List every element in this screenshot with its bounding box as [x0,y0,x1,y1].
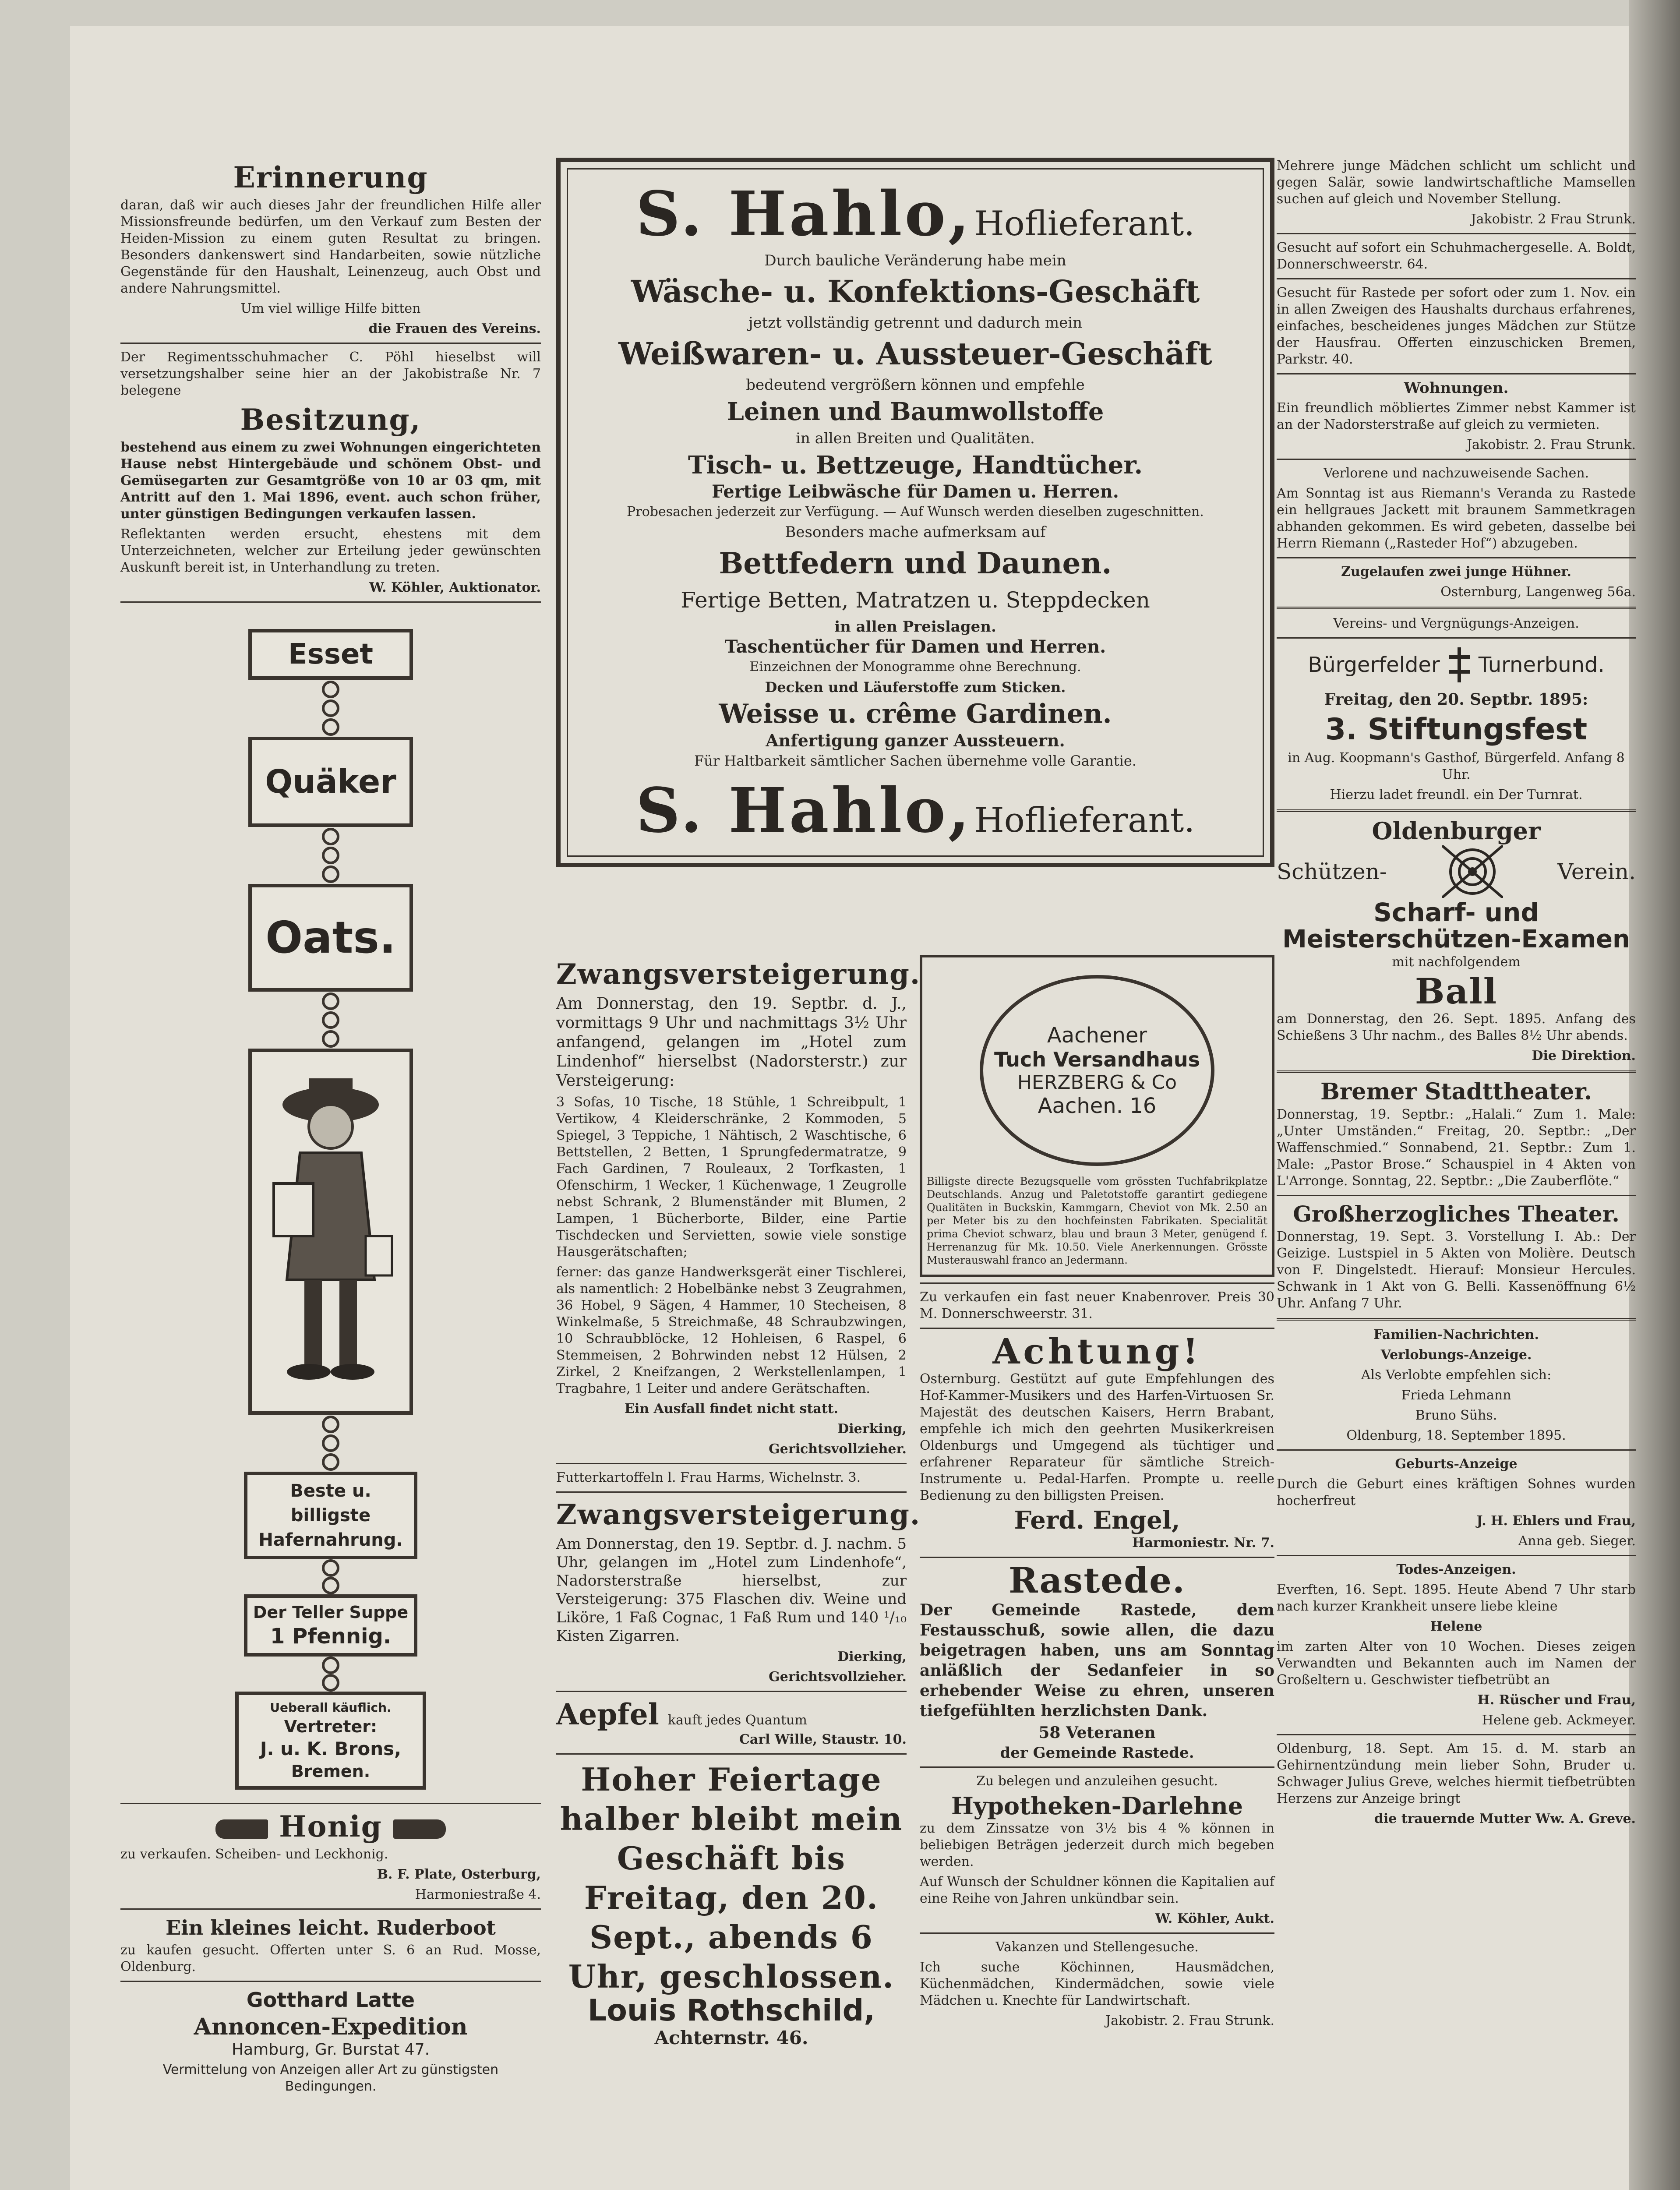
aepfel-title: Aepfel [556,1697,659,1731]
tuch-line: Aachener [1047,1023,1147,1048]
boot-text: zu kaufen gesucht. Offerten unter S. 6 an Rud. Mosse, Oldenburg. [120,1943,541,1975]
huehner-text: Zugelaufen zwei junge Hühner. [1341,564,1571,579]
geb-sign: J. H. Ehlers und Frau, [1476,1513,1636,1529]
fam-title: Familien-Nachrichten. [1373,1327,1539,1342]
schuetz-t2: Meisterschützen-Examen [1282,925,1630,954]
vakanz-text: Ich suche Köchinnen, Hausmädchen, Küchenmädchen, Kindermädchen, sowie viele Mädchen u. Knechte für Landwirtschaft. [920,1960,1274,2008]
besitzung-text: bestehend aus einem zu zwei Wohnungen eingerichteten Hause nebst Hintergebäude und schönem Obst- und Gemüsegarten zur Gesamtgröße von 10 ar 03 qm, mit Antritt auf den 1. Mai 1896, event. auch schon früher, unter günstigen Bedingungen verkaufen lassen. [120,440,541,522]
honig-sign: B. F. Plate, Osterburg, [377,1867,541,1882]
divider [1277,1195,1636,1196]
grossh-title: Großherzogliches Theater. [1293,1201,1620,1227]
zwang1-text: Am Donnerstag, den 19. Septbr. d. J., vormittags 9 Uhr und nachmittags 3½ Uhr anfangend, gelangen im „Hotel zum Lindenhof“ hierselbst (Nadorsterstr.) zur Versteigerung: [556,995,907,1090]
quaker-suppe: Der Teller Suppe [253,1603,409,1622]
tuch-line: Tuch Versandhaus [994,1047,1200,1071]
rastede-sign2: der Gemeinde Rastede. [1000,1744,1194,1762]
hahlo-ad [556,158,1274,867]
mehrere-sign: Jakobistr. 2 Frau Strunk. [1471,212,1636,227]
book-spine [1629,0,1680,2190]
column-right [1277,158,1636,1831]
verl-text: Als Verlobte empfehlen sich: [1361,1367,1552,1383]
achtung-title: Achtung! [992,1331,1202,1372]
divider [556,1463,907,1464]
column-left [120,158,541,2098]
divider [1277,373,1636,374]
divider [120,343,541,344]
quaker-man-icon [256,1052,405,1402]
hahlo-line: Durch bauliche Veränderung habe mein [764,252,1066,269]
tod-sign: H. Rüscher und Frau, [1477,1692,1636,1708]
quaker-pfennig: 1 Pfennig. [270,1624,392,1649]
hahlo-line: Anfertigung ganzer Aussteuern. [766,731,1065,750]
tuch-stamp [980,975,1214,1166]
quaker-oats-ad [120,629,541,1790]
hypo-title: Hypotheken-Darlehne [951,1792,1243,1820]
chain-link-icon [322,1559,339,1594]
vakanz-sign: Jakobistr. 2. Frau Strunk. [1105,2013,1274,2028]
bremen-text: Donnerstag, 19. Septbr.: „Halali.“ Zum 1. Male: „Unter Umständen.“ Freitag, 20. Septbr.: „Der Waffenschmied.“ Sonnabend, 21. Septbr.: Zum 1. Male: „Pastor Brose.“ Schauspiel in 4 Akten von L'Arronge. Sonntag, 22. Septbr.: „Die Zauberflöte.“ [1277,1107,1636,1189]
tod-name: Helene [1430,1619,1482,1634]
hahlo-line: Fertige Leibwäsche für Damen u. Herren. [712,481,1119,502]
verl-n1: Frieda Lehmann [1401,1388,1511,1403]
divider [1277,1555,1636,1556]
grossh-text: Donnerstag, 19. Sept. 3. Vorstellung I. Ab.: Der Geizige. Lustspiel in 5 Akten von Molière. Deutsch von F. Dingelstedt. Hierauf: Monsieur Hercules. Schwank in 1 Akt von G. Belli. Kassenöffnung 6½ Uhr. Anfang 7 Uhr. [1277,1229,1636,1311]
tod-text: Everften, 16. Sept. 1895. Heute Abend 7 Uhr starb nach kurzer Krankheit unsere liebe kleine [1277,1582,1636,1614]
quaker-word-esset: Esset [248,629,413,680]
quaker-slogan: Beste u. billigste Hafernahrung. [244,1472,417,1559]
aepfel-sign: Carl Wille, Staustr. 10. [739,1732,907,1747]
tod2-sign: die trauernde Mutter Ww. A. Greve. [1374,1811,1636,1826]
hahlo-line: Tisch- u. Bettzeuge, Handtücher. [688,451,1143,480]
schuetz-t1: Scharf- und [1373,897,1539,927]
chain-link-icon [322,680,339,737]
hahlo-header: S. Hahlo, Hoflieferant. [635,178,1195,250]
bremen-title: Bremer Stadttheater. [1320,1078,1592,1105]
quaker-vertreter: Vertreter: [284,1717,378,1736]
chain-link-icon [322,1657,339,1692]
feiertag-name: Louis Rothschild, [587,1993,875,2028]
achtung-text: Osternburg. Gestützt auf gute Empfehlungen des Hof-Kammer-Musikers und des Harfen-Virtuosen Sr. Majestät des deutschen Kaisers, Herrn Brabant, empfehle ich mich den geehrten Musikerkreisen Oldenburgs und Umgegend als tüchtiger und erfahrener Reparateur für sämtliche Streich-Instrumente u. Pedal-Harfen. Prompte u. reelle Bedienung zu den billigsten Preisen. [920,1371,1274,1503]
besitzung-text2: Reflektanten werden ersucht, ehestens mit dem Unterzeichneten, welcher zur Erteilung jeder gewünschten Auskunft bereit ist, in Unterhandlung zu treten. [120,526,541,575]
boot-title: Ein kleines leicht. Ruderboot [166,1916,496,1939]
hahlo-line: Taschentücher für Damen und Herren. [724,636,1106,657]
latte-text: Vermittelung von Anzeigen aller Art zu günstigsten Bedingungen. [162,2062,499,2094]
verl-title: Verlobungs-Anzeige. [1380,1347,1532,1363]
divider [556,1753,907,1755]
besitzung-title: Besitzung, [240,403,421,437]
latte-name: Gotthard Latte [246,1988,415,2012]
erinnerung-text: daran, daß wir auch dieses Jahr der freundlichen Hilfe aller Missionsfreunde bedürfen, um den Verkauf zum Besten der Heiden-Mission zu einem guten Resultat zu bringen. Besonders dankenswert sind Handarbeiten, sowie nützliche Gegenstände für den Haushalt, Leinenzeug, auch Obst und andere Nahrungsmittel. [120,198,541,296]
quaker-word-oats: Oats. [248,884,413,992]
chain-link-icon [322,992,339,1049]
hahlo-line: Bettfedern und Daunen. [719,546,1112,580]
zwang1-items2: ferner: das ganze Handwerksgerät einer Tischlerei, als namentlich: 2 Hobelbänke nebst 3 Zeugrahmen, 36 Hobel, 9 Sägen, 4 Hammer, 10 Stecheisen, 8 Winkelmaße, 5 Streichmaße, 48 Schraubzwingen, 10 Schraubblöcke, 12 Hohleisen, 6 Raspel, 6 Stemmeisen, 2 Bohrwinden nebst 12 Hülsen, 2 Zirkel, 2 Kneifzangen, 2 Werkstellenlampen, 1 Tragbahre, 1 Leiter und andere Gerätschaften. [556,1265,907,1396]
honig-text: zu verkaufen. Scheiben- und Leckhonig. [120,1847,388,1862]
mehrere-text: Mehrere junge Mädchen schlicht um schlicht und gegen Salär, sowie landwirtschaftliche Mamsellen suchen auf gleich und November Stellung. [1277,158,1636,207]
column-middle-left [556,955,921,2052]
hahlo-frame [556,158,1274,867]
tod-text2: im zarten Alter von 10 Wochen. Dieses zeigen Verwandten und Bekannten auch im Namen der Großeltern u. Geschwister tiefbetrübt an [1277,1639,1636,1688]
honig-title: Honig [120,1809,541,1844]
zwang1-ausfall: Ein Ausfall findet nicht statt. [625,1401,838,1416]
zwang1-sign2: Gerichtsvollzieher. [769,1441,907,1457]
turn-text2: Hierzu ladet freundl. ein Der Turnrat. [1330,787,1583,802]
hahlo-line: in allen Preislagen. [834,618,996,636]
hahlo-line: in allen Breiten und Qualitäten. [796,430,1035,447]
hahlo-line: Wäsche- u. Konfektions-Geschäft [631,273,1200,310]
geb-sign2: Anna geb. Sieger. [1518,1533,1636,1549]
hahlo-line: Leinen und Baumwollstoffe [727,397,1104,426]
divider [1277,809,1636,812]
turner-cross-icon [1446,647,1472,682]
tuch-ad [920,955,1274,1277]
wohn-sign: Jakobistr. 2. Frau Strunk. [1467,437,1636,452]
hahlo-line: Probesachen jederzeit zur Verfügung. — Auf Wunsch werden dieselben zugeschnitten. [627,504,1204,519]
quaker-ort: Bremen. [291,1762,371,1781]
wohn-text: Ein freundlich möbliertes Zimmer nebst Kammer ist an der Nadorsterstraße auf gleich zu vermieten. [1277,400,1636,432]
hypo-intro: Zu belegen und anzuleihen gesucht. [976,1773,1218,1789]
hahlo-line: Für Haltbarkeit sämtlicher Sachen übernehme volle Garantie. [694,752,1136,769]
verl-date: Oldenburg, 18. September 1895. [1346,1428,1566,1443]
turn-text: in Aug. Koopmann's Gasthof, Bürgerfeld. Anfang 8 Uhr. [1288,750,1625,782]
schuetz-header: Schützen- Verein. [1277,845,1636,898]
hypo-text2: Auf Wunsch der Schuldner können die Kapitalien auf eine Reihe von Jahren unkündbar sein. [920,1874,1274,1906]
column-middle-right [920,955,1274,2033]
zwang2-title: Zwangsversteigerung. [556,1498,921,1531]
verloren-title: Verlorene und nachzuweisende Sachen. [1323,466,1589,481]
feiertag-text: Hoher Feiertage halber bleibt mein Geschäft bis Freitag, den 20. Sept., abends 6 Uhr, geschlossen. [560,1761,903,1995]
futter-text: Futterkartoffeln l. Frau Harms, Wichelnstr. 3. [556,1470,861,1485]
erinnerung-bitte: Um viel willige Hilfe bitten [240,301,421,316]
tod2-text: Oldenburg, 18. Sept. Am 15. d. M. starb an Gehirnentzündung mein lieber Sohn, Bruder u. Schwager Julius Greve, welches hiermit tiefbetrübten Herzens zur Anzeige bringt [1277,1741,1636,1806]
tuch-line: HERZBERG & Co [1017,1071,1177,1094]
divider [120,1908,541,1910]
verl-n2: Bruno Sühs. [1415,1408,1497,1423]
hahlo-line: Einzeichnen der Monogramme ohne Berechnung. [749,659,1081,675]
chain-link-icon [322,827,339,884]
turn-date: Freitag, den 20. Septbr. 1895: [1324,690,1588,709]
hahlo-footer: S. Hahlo, Hoflieferant. [635,775,1195,847]
kinderwagen-text: Zu verkaufen ein fast neuer Knabenrover. Preis 30 M. Donnerschweerstr. 31. [920,1289,1274,1321]
divider [1277,557,1636,558]
divider [120,1803,541,1804]
rastede-title: Rastede. [1009,1560,1186,1601]
turn-header: Bürgerfelder Turnerbund. [1277,647,1636,682]
wohn-title: Wohnungen. [1404,379,1509,397]
tuch-line: Aachen. 16 [1038,1093,1157,1118]
divider [1277,607,1636,609]
tod-title: Todes-Anzeigen. [1396,1562,1516,1577]
hypo-sign: W. Köhler, Aukt. [1155,1911,1274,1926]
schuetz-text: am Donnerstag, den 26. Sept. 1895. Anfang des Schießens 3 Uhr nachm., des Balles 8½ Uhr abends. [1277,1011,1636,1043]
tuch-text: Billigste directe Bezugsquelle vom grössten Tuchfabrikplatze Deutschlands. Anzug und Paletotstoffe garantirt gediegene Qualitäten in Buckskin, Kammgarn, Cheviot von Mk. 2.50 an per Meter bis zu den hochfeinsten Fabrikaten. Specialität prima Cheviot schwarz, blau und braun 3 Meter, genügend f. Herrenanzug für Mk. 10.50. Viele Anerkennungen. Grösste Musterauswahl franco an Jedermann. [927,1175,1267,1266]
hypo-text: zu dem Zinssatze von 3½ bis 4 % können in beliebigen Beträgen jederzeit durch mich begeben werden. [920,1821,1274,1869]
zwang1-items: 3 Sofas, 10 Tische, 18 Stühle, 1 Schreibpult, 1 Vertikow, 4 Kleiderschränke, 2 Kommoden, 5 Spiegel, 3 Teppiche, 1 Nähtisch, 2 Waschtische, 6 Bettstellen, 2 Betten, 1 Sprungfedermatratze, 9 Fach Gardinen, 7 Rouleaux, 2 Torfkasten, 1 Ofenschirm, 1 Wecker, 1 Küchenwage, 1 Zeugrolle nebst Schrank, 2 Blumenständer mit Blumen, 2 Lampen, 1 Bücherborte, Bilder, eine Partie Tischdecken und Servietten, sowie viele sonstige Hausgerätschaften; [556,1095,907,1260]
divider [1277,637,1636,639]
pointing-hand-icon [393,1819,446,1839]
divider [1277,1734,1636,1735]
hahlo-line: Weisse u. crême Gardinen. [719,699,1112,729]
hahlo-line: Besonders mache aufmerksam auf [785,523,1046,541]
schuetz-city: Oldenburger [1372,817,1541,845]
target-icon [1442,845,1503,898]
turn-title: 3. Stiftungsfest [1325,712,1588,747]
aepfel-text: kauft jedes Quantum [667,1713,807,1728]
chain-link-icon [322,1415,339,1472]
erinnerung-title: Erinnerung [233,160,428,194]
quaker-vertreter-box [235,1692,426,1790]
besitzung-intro: Der Regimentsschuhmacher C. Pöhl hieselbst will versetzungshalber seine hier an der Jakobistraße Nr. 7 belegene [120,350,541,398]
divider [920,1282,1274,1284]
divider [920,1766,1274,1768]
vakanz-title: Vakanzen und Stellengesuche. [995,1939,1199,1955]
divider [556,1691,907,1692]
hahlo-line: Weißwaren- u. Aussteuer-Geschäft [618,336,1212,372]
divider [920,1932,1274,1934]
divider [1277,1318,1636,1321]
feiertag-addr: Achternstr. 46. [654,2027,808,2049]
hahlo-line: jetzt vollständig getrennt und dadurch mein [748,314,1082,332]
geb-title: Geburts-Anzeige [1395,1456,1518,1472]
latte-addr: Hamburg, Gr. Burstat 47. [231,2041,430,2059]
besitzung-sign: W. Köhler, Auktionator. [369,580,541,595]
schuetz-ball: Ball [1415,971,1498,1012]
divider [1277,1449,1636,1451]
verloren-text: Am Sonntag ist aus Riemann's Veranda zu Rastede ein hellgraues Jackett mit braunem Sammetkragen abhanden gekommen. Es wird gebeten, dasselbe bei Herrn Riemann („Rasteder Hof“) abzugeben. [1277,486,1636,551]
divider [920,1328,1274,1329]
hahlo-line: Decken und Läuferstoffe zum Sticken. [765,679,1066,696]
erinnerung-sign: die Frauen des Vereins. [368,321,541,336]
rastede-text: Der Gemeinde Rastede, dem Festausschuß, sowie allen, die dazu beigetragen haben, uns am Sonntag anläßlich der Sedanfeier in so erhebender Weise zu ehren, unseren tiefgefühlten herzlichsten Dank. [920,1601,1274,1720]
schuetz-t3: mit nachfolgendem [1392,954,1521,970]
aepfel-ad [556,1697,907,1731]
tod-sign2: Helene geb. Ackmeyer. [1482,1713,1636,1728]
zwang1-sign: Dierking, [837,1421,907,1437]
maedchen-text: Gesucht für Rastede per sofort oder zum 1. Nov. ein in allen Zweigen des Haushalts durchaus erfahrenes, einfaches, bescheidenes junges Mädchen zur Stütze der Hausfrau. Offerten einzuschicken Bremen, Parkstr. 40. [1277,285,1636,367]
divider [120,1981,541,1982]
divider [1277,1070,1636,1073]
divider [556,1491,907,1493]
achtung-addr: Harmoniestr. Nr. 7. [1132,1535,1274,1551]
hahlo-line: Fertige Betten, Matratzen u. Steppdecken [681,587,1150,613]
zwang2-sign2: Gerichtsvollzieher. [769,1669,907,1685]
latte-expedition: Annoncen-Expedition [194,2013,468,2040]
honig-addr: Harmoniestraße 4. [415,1887,541,1902]
zwang2-sign: Dierking, [837,1649,907,1664]
quaker-ueberall: Ueberall käuflich. [270,1700,392,1715]
hahlo-line: bedeutend vergrößern können und empfehle [746,376,1085,394]
pointing-hand-icon [215,1819,268,1839]
divider [920,1557,1274,1558]
quaker-word-quaker: Quäker [248,737,413,827]
schuetz-sign: Die Direktion. [1532,1048,1636,1063]
geb-text: Durch die Geburt eines kräftigen Sohnes wurden hocherfreut [1277,1476,1636,1508]
zwang2-text: Am Donnerstag, den 19. Septbr. d. J. nachm. 5 Uhr, gelangen im „Hotel zum Lindenhofe“, Nadorsterstraße hierselbst, zur Versteigerung: 375 Flaschen div. Weine und Liköre, 1 Faß Cognac, 1 Faß Rum und 140 ¹/₁₀ Kisten Zigarren. [556,1535,907,1645]
divider [1277,459,1636,460]
schuh-text: Gesucht auf sofort ein Schuhmachergeselle. A. Boldt, Donnerschweerstr. 64. [1277,240,1636,272]
divider [120,601,541,603]
divider [1277,233,1636,234]
rastede-sign: 58 Veteranen [1038,1724,1156,1742]
huehner-addr: Osternburg, Langenweg 56a. [1440,584,1636,600]
verein-title: Vereins- und Vergnügungs-Anzeigen. [1333,616,1579,631]
divider [1277,278,1636,279]
quaker-price-box [244,1594,417,1657]
achtung-name: Ferd. Engel, [1014,1506,1180,1535]
zwang1-title: Zwangsversteigerung. [556,958,921,991]
quaker-man-illustration [248,1049,413,1415]
quaker-firma: J. u. K. Brons, [260,1738,402,1759]
